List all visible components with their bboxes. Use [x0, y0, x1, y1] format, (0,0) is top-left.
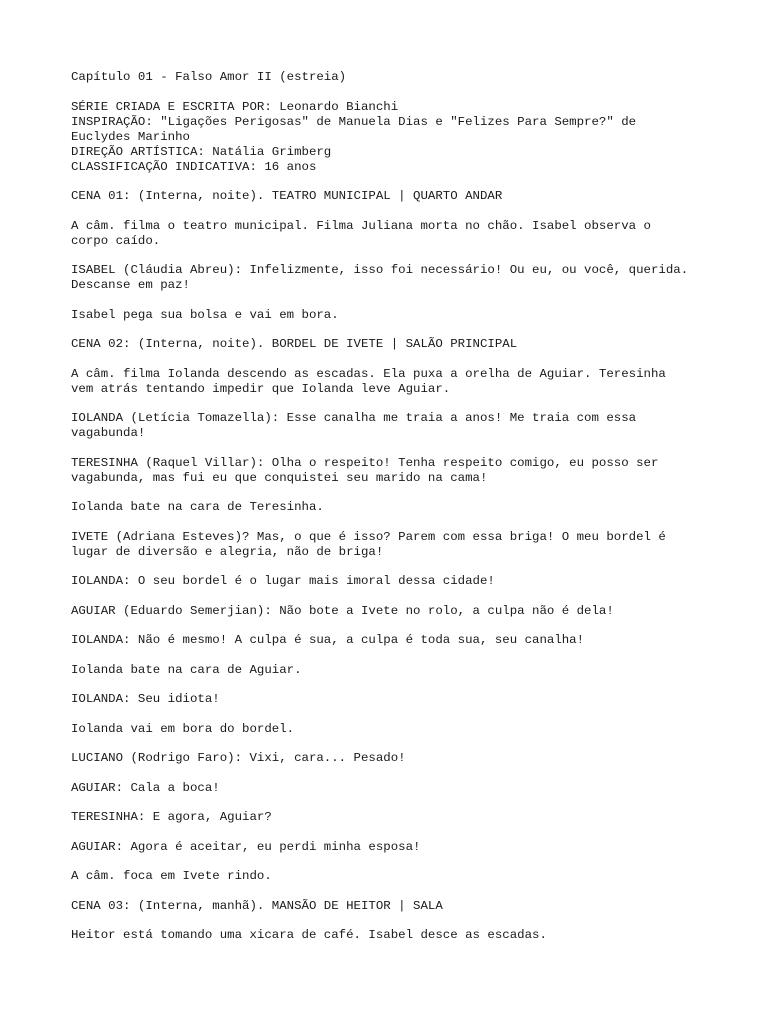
script-paragraph [71, 100, 711, 175]
script-line: CENA 02: (Interna, noite). BORDEL DE IVETE | SALÃO PRINCIPAL [71, 337, 518, 351]
script-line: LUCIANO (Rodrigo Faro): Vixi, cara... Pesado! [71, 751, 406, 765]
script-paragraph [71, 781, 711, 796]
script-line: vem atrás tentando impedir que Iolanda leve Aguiar. [71, 381, 451, 396]
script-line: Capítulo 01 - Falso Amor II (estreia) [71, 70, 347, 84]
script-line: INSPIRAÇÃO: "Ligações Perigosas" de Manuela Dias e "Felizes Para Sempre?" de [71, 114, 637, 129]
script-paragraph [71, 692, 711, 707]
script-paragraph [71, 500, 711, 515]
script-paragraph [71, 189, 711, 204]
script-line: TERESINHA (Raquel Villar): Olha o respeito! Tenha respeito comigo, eu posso ser [71, 455, 659, 470]
script-line: SÉRIE CRIADA E ESCRITA POR: Leonardo Bianchi [71, 99, 399, 114]
script-line: vagabunda! [71, 426, 146, 440]
script-line: TERESINHA: E agora, Aguiar? [71, 810, 272, 824]
script-line: vagabunda, mas fui eu que conquistei seu marido na cama! [71, 470, 488, 485]
script-text [71, 70, 711, 958]
script-line: IVETE (Adriana Esteves)? Mas, o que é isso? Parem com essa briga! O meu bordel é [71, 529, 666, 544]
script-line: A câm. filma o teatro municipal. Filma Juliana morta no chão. Isabel observa o [71, 218, 651, 233]
script-paragraph [71, 928, 711, 943]
script-paragraph [71, 840, 711, 855]
script-line: Iolanda vai em bora do bordel. [71, 721, 295, 736]
script-paragraph [71, 633, 711, 648]
script-line: lugar de diversão e alegria, não de briga! [71, 544, 384, 559]
script-paragraph [71, 751, 711, 766]
script-line: CLASSIFICAÇÃO INDICATIVA: 16 anos [71, 159, 317, 174]
script-paragraph [71, 604, 711, 619]
script-line: ISABEL (Cláudia Abreu): Infelizmente, isso foi necessário! Ou eu, ou você, querida. [71, 263, 689, 277]
script-line: A câm. foca em Ivete rindo. [71, 869, 272, 883]
script-paragraph [71, 810, 711, 825]
script-line: IOLANDA: Não é mesmo! A culpa é sua, a culpa é toda sua, seu canalha! [71, 633, 585, 647]
script-line: IOLANDA (Letícia Tomazella): Esse canalha me traia a anos! Me traia com essa [71, 411, 637, 425]
script-paragraph [71, 337, 711, 352]
script-paragraph [71, 722, 711, 737]
script-paragraph [71, 308, 711, 323]
script-paragraph [71, 70, 711, 85]
script-line: Euclydes Marinho [71, 129, 190, 144]
script-line: Isabel pega sua bolsa e vai em bora. [71, 307, 339, 322]
script-paragraph [71, 663, 711, 678]
script-line: IOLANDA: O seu bordel é o lugar mais imoral dessa cidade! [71, 574, 495, 588]
script-paragraph [71, 456, 711, 486]
script-line: A câm. filma Iolanda descendo as escadas. Ela puxa a orelha de Aguiar. Teresinha [71, 366, 666, 381]
script-paragraph [71, 530, 711, 560]
script-line: CENA 01: (Interna, noite). TEATRO MUNICIPAL | QUARTO ANDAR [71, 189, 503, 203]
script-line: AGUIAR (Eduardo Semerjian): Não bote a Ivete no rolo, a culpa não é dela! [71, 603, 614, 618]
script-paragraph [71, 263, 711, 293]
script-paragraph [71, 574, 711, 589]
script-line: corpo caído. [71, 233, 161, 248]
script-paragraph [71, 899, 711, 914]
script-line: AGUIAR: Agora é aceitar, eu perdi minha esposa! [71, 839, 421, 854]
script-paragraph [71, 219, 711, 249]
script-line: DIREÇÃO ARTÍSTICA: Natália Grimberg [71, 144, 332, 159]
script-line: AGUIAR: Cala a boca! [71, 780, 220, 795]
script-paragraph [71, 367, 711, 397]
script-line: Descanse em paz! [71, 278, 190, 292]
script-line: IOLANDA: Seu idiota! [71, 692, 220, 706]
script-paragraph [71, 869, 711, 884]
script-line: Heitor está tomando uma xicara de café. Isabel desce as escadas. [71, 928, 547, 942]
script-line: CENA 03: (Interna, manhã). MANSÃO DE HEITOR | SALA [71, 898, 443, 913]
script-line: Iolanda bate na cara de Teresinha. [71, 500, 324, 514]
script-line: Iolanda bate na cara de Aguiar. [71, 662, 302, 677]
script-paragraph [71, 411, 711, 441]
